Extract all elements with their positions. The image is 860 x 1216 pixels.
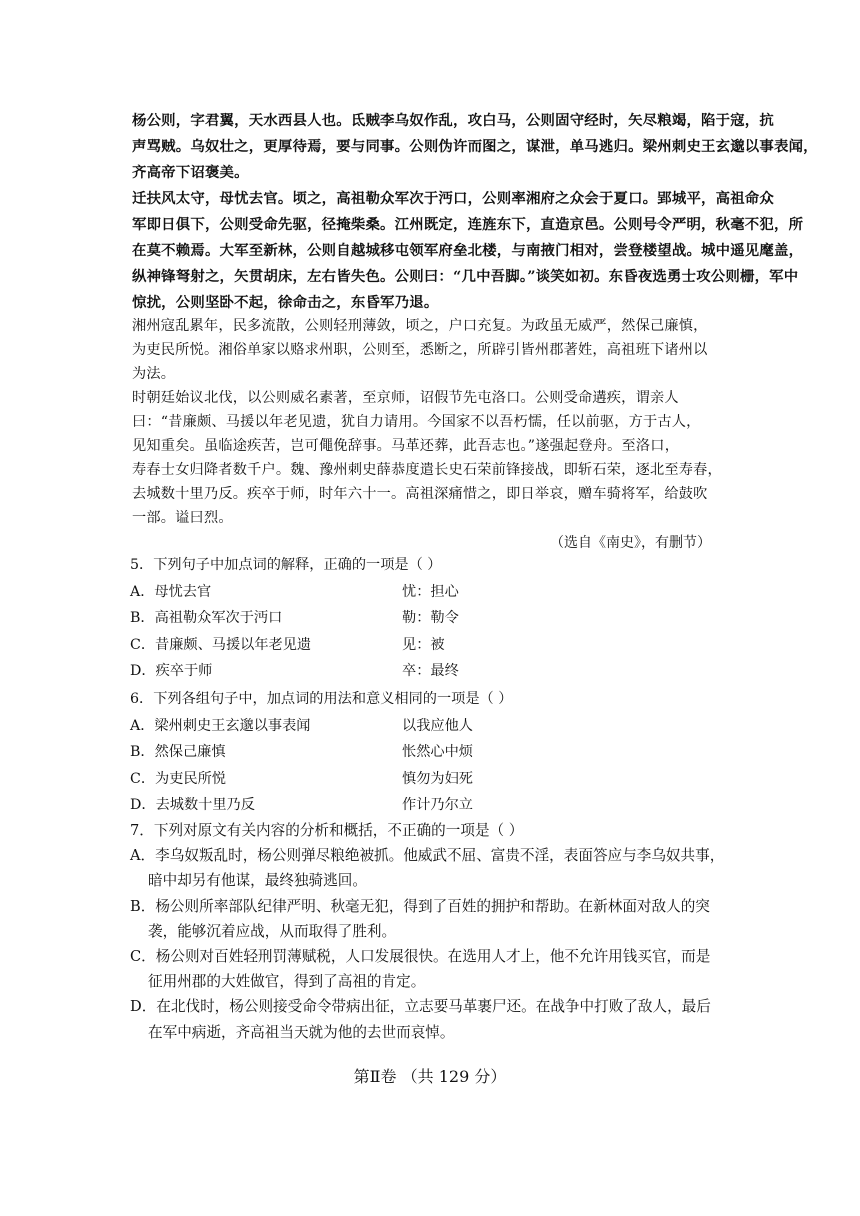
option-line: 在军中病逝，齐高祖当天就为他的去世而哀悼。 bbox=[148, 1023, 455, 1041]
passage-line: 纵神锋弩射之，矢贯胡床，左右皆失色。公则曰：“几中吾脚。”谈笑如初。东昏夜选勇士攻公则栅，军中 bbox=[132, 268, 799, 285]
passage-line: 一部。谥曰烈。 bbox=[132, 510, 233, 526]
option-line: D．在北伐时，杨公则接受命令带病出征，立志要马革裹尸还。在战争中打败了敌人，最后 bbox=[130, 998, 711, 1016]
section-heading: 第Ⅱ卷 （共 129 分） bbox=[353, 1067, 507, 1086]
option-line: B．杨公则所率部队纪律严明、秋毫无犯，得到了百姓的拥护和帮助。在新林面对敌人的突 bbox=[130, 897, 710, 915]
passage-line: 声骂贼。乌奴壮之，更厚待焉，要与同事。公则伪许而图之，谋泄，单马逃归。梁州刺史王玄邈以事表闻， bbox=[132, 138, 818, 155]
passage-line: 时朝廷始议北伐，以公则威名素著，至京师，诏假节先屯洛口。公则受命遘疾，谓亲人 bbox=[132, 390, 679, 406]
option-explanation: 勒：勒令 bbox=[402, 610, 459, 626]
passage-line: 湘州寇乱累年，民多流散，公则轻刑薄敛，顷之，户口充复。为政虽无威严，然保己廉慎， bbox=[132, 318, 708, 334]
option-explanation: 见：被 bbox=[402, 636, 445, 653]
passage-line: 杨公则，字君翼，天水西县人也。氐贼李乌奴作乱，攻白马，公则固守经时，矢尽粮竭，陷于寇，抗 bbox=[132, 112, 774, 129]
passage-line: 见知重矣。虽临途疾苦，岂可僶俛辞事。马革还葬，此吾志也。”遂强起登舟。至洛口， bbox=[132, 438, 680, 454]
option-line: 袭，能够沉着应战，从而取得了胜利。 bbox=[148, 922, 397, 940]
question-stem: 7．下列对原文有关内容的分析和概括，不正确的一项是（ ） bbox=[130, 822, 524, 839]
passage-line: 为吏民所悦。湘俗单家以赂求州职，公则至，悉断之，所辟引皆州郡著姓，高祖班下诸州以 bbox=[132, 342, 708, 358]
passage-line: 寿春士女归降者数千户。魏、豫州刺史薛恭度遣长史石荣前锋接战，即斩石荣，逐北至寿春， bbox=[132, 462, 722, 478]
option-text: C．昔廉颇、马援以年老见遗 bbox=[130, 636, 312, 653]
option-comparison: 怅然心中烦 bbox=[402, 744, 473, 760]
question-5 bbox=[130, 552, 750, 685]
passage-line: 在莫不赖焉。大军至新林，公则自越城移屯领军府垒北楼，与南掖门相对，尝登楼望战。城中遥见麾盖， bbox=[132, 242, 804, 259]
passage-line: 惊扰，公则坚卧不起，徐命击之，东昏军乃退。 bbox=[132, 294, 439, 311]
option-comparison: 慎勿为妇死 bbox=[402, 770, 473, 787]
option-explanation: 卒：最终 bbox=[402, 663, 459, 679]
passage-line: 齐高帝下诏褒美。 bbox=[132, 164, 249, 181]
option-a bbox=[130, 579, 750, 606]
option-a bbox=[130, 713, 750, 740]
option-b bbox=[130, 739, 750, 766]
passage-line: 曰：“昔廉颇、马援以年老见遗，犹自力请用。今国家不以吾朽懦，任以前驱，方于古人， bbox=[132, 414, 701, 430]
option-line: A．李乌奴叛乱时，杨公则弹尽粮绝被抓。他威武不屈、富贵不淫，表面答应与李乌奴共事， bbox=[130, 847, 725, 865]
passage-line: 为法。 bbox=[132, 366, 176, 382]
option-line: 征用州郡的大姓做官，得到了高祖的肯定。 bbox=[148, 973, 426, 991]
option-text: D．疾卒于师 bbox=[130, 663, 213, 679]
option-text: D．去城数十里乃反 bbox=[130, 797, 255, 813]
question-stem: 6．下列各组句子中，加点词的用法和意义相同的一项是（ ） bbox=[130, 691, 513, 707]
passage-source: （选自《南史》，有删节） bbox=[550, 535, 711, 551]
option-line: C．杨公则对百姓轻刑罚薄赋税，人口发展很快。在选用人才上，他不允许用钱买官，而是 bbox=[130, 947, 711, 965]
option-text: B．高祖勒众军次于沔口 bbox=[130, 610, 283, 626]
option-d bbox=[130, 792, 750, 819]
option-explanation: 忧：担心 bbox=[402, 583, 459, 600]
option-text: B．然保己廉慎 bbox=[130, 744, 226, 760]
passage-line: 军即日俱下，公则受命先驱，径掩柴桑。江州既定，连旌东下，直造京邑。公则号令严明，秋毫不犯，所 bbox=[132, 216, 804, 233]
option-b bbox=[130, 605, 750, 632]
option-text: A．母忧去官 bbox=[130, 583, 212, 600]
passage-line: 迁扶风太守，母忧去官。顷之，高祖勒众军次于沔口，公则率湘府之众会于夏口。郢城平，高祖命众 bbox=[132, 190, 774, 207]
passage-regular bbox=[132, 314, 740, 530]
passage-bold bbox=[132, 108, 818, 316]
option-d bbox=[130, 658, 750, 685]
question-6 bbox=[130, 686, 750, 819]
option-c bbox=[130, 632, 750, 659]
question-stem: 5．下列句子中加点词的解释，正确的一项是（ ） bbox=[130, 557, 442, 573]
passage-line: 去城数十里乃反。疾卒于师，时年六十一。高祖深痛惜之，即日举哀，赠车骑将军，给鼓吹 bbox=[132, 486, 708, 502]
option-line: 暗中却另有他谋，最终独骑逃回。 bbox=[148, 872, 367, 890]
option-comparison: 以我应他人 bbox=[402, 717, 473, 734]
question-7 bbox=[130, 818, 750, 1045]
option-comparison: 作计乃尔立 bbox=[402, 797, 473, 813]
option-c bbox=[130, 766, 750, 793]
option-text: C．为吏民所悦 bbox=[130, 770, 226, 787]
option-text: A．梁州刺史王玄邈以事表闻 bbox=[130, 717, 311, 734]
